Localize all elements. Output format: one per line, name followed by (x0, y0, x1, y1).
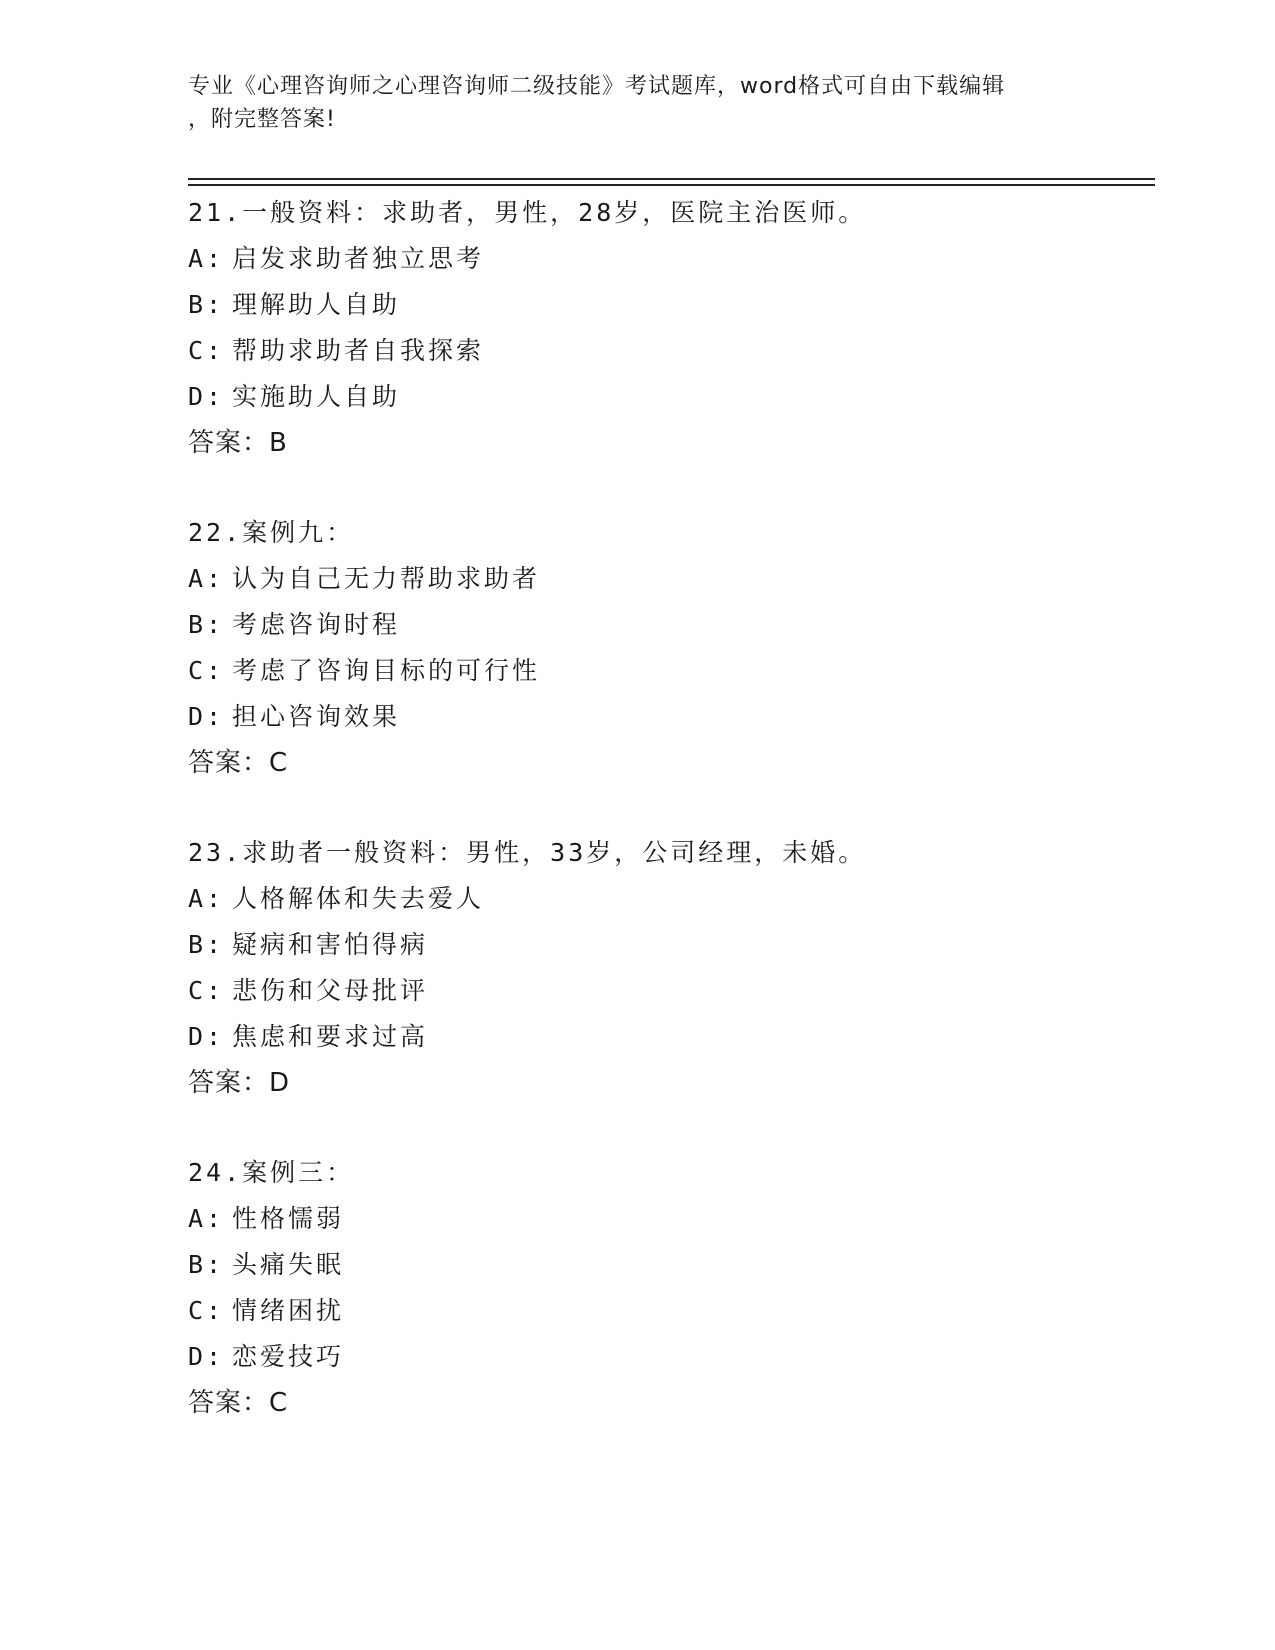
option-text: 考虑了咨询目标的可行性 (232, 656, 541, 685)
option-key: A: (188, 244, 225, 273)
option-text: 理解助人自助 (232, 290, 401, 319)
option-key: C: (188, 336, 225, 365)
option-text: 实施助人自助 (232, 382, 401, 411)
question-stem: 24.案例三： (188, 1158, 355, 1187)
option-a (188, 876, 1148, 922)
option-key: B: (188, 610, 225, 639)
document-header (188, 70, 1088, 136)
option-text: 考虑咨询时程 (232, 610, 401, 639)
option-b (188, 282, 1148, 328)
option-d (188, 694, 1148, 740)
answer: 答案：C (188, 1388, 289, 1418)
option-text: 帮助求助者自我探索 (232, 336, 485, 365)
option-key: D: (188, 382, 225, 411)
option-key: D: (188, 1342, 225, 1371)
option-text: 疑病和害怕得病 (232, 930, 429, 959)
option-text: 恋爱技巧 (232, 1342, 345, 1371)
option-text: 担心咨询效果 (232, 702, 401, 731)
question-21 (188, 190, 1148, 510)
option-text: 启发求助者独立思考 (232, 244, 485, 273)
option-b (188, 602, 1148, 648)
option-a (188, 1196, 1148, 1242)
header-line-1: 专业《心理咨询师之心理咨询师二级技能》考试题库，word格式可自由下载编辑 (188, 74, 1006, 99)
option-c (188, 648, 1148, 694)
option-key: B: (188, 930, 225, 959)
header-line-2: ，附完整答案! (188, 107, 336, 132)
option-key: B: (188, 1250, 225, 1279)
option-key: D: (188, 1022, 225, 1051)
option-d (188, 1334, 1148, 1380)
option-key: C: (188, 976, 225, 1005)
question-23 (188, 830, 1148, 1150)
option-text: 性格懦弱 (232, 1204, 345, 1233)
option-text: 焦虑和要求过高 (232, 1022, 429, 1051)
header-divider-top (188, 178, 1155, 180)
option-a (188, 236, 1148, 282)
question-stem: 22.案例九： (188, 518, 355, 547)
question-24 (188, 1150, 1148, 1470)
option-b (188, 1242, 1148, 1288)
answer: 答案：B (188, 428, 288, 458)
option-key: B: (188, 290, 225, 319)
question-stem: 21.一般资料：求助者，男性，28岁，医院主治医师。 (188, 198, 867, 227)
option-key: D: (188, 702, 225, 731)
header-divider-bottom (188, 184, 1155, 186)
answer: 答案：D (188, 1068, 291, 1098)
option-c (188, 968, 1148, 1014)
option-text: 悲伤和父母批评 (232, 976, 429, 1005)
option-a (188, 556, 1148, 602)
option-text: 情绪困扰 (232, 1296, 345, 1325)
option-key: A: (188, 884, 225, 913)
question-stem: 23.求助者一般资料：男性，33岁，公司经理，未婚。 (188, 838, 867, 867)
option-b (188, 922, 1148, 968)
option-c (188, 1288, 1148, 1334)
option-key: A: (188, 1204, 225, 1233)
option-d (188, 1014, 1148, 1060)
option-key: C: (188, 656, 225, 685)
option-key: C: (188, 1296, 225, 1325)
option-text: 头痛失眠 (232, 1250, 345, 1279)
option-c (188, 328, 1148, 374)
option-text: 认为自己无力帮助求助者 (232, 564, 541, 593)
question-list (188, 190, 1148, 1470)
question-22 (188, 510, 1148, 830)
option-d (188, 374, 1148, 420)
answer: 答案：C (188, 748, 289, 778)
option-key: A: (188, 564, 225, 593)
option-text: 人格解体和失去爱人 (232, 884, 485, 913)
